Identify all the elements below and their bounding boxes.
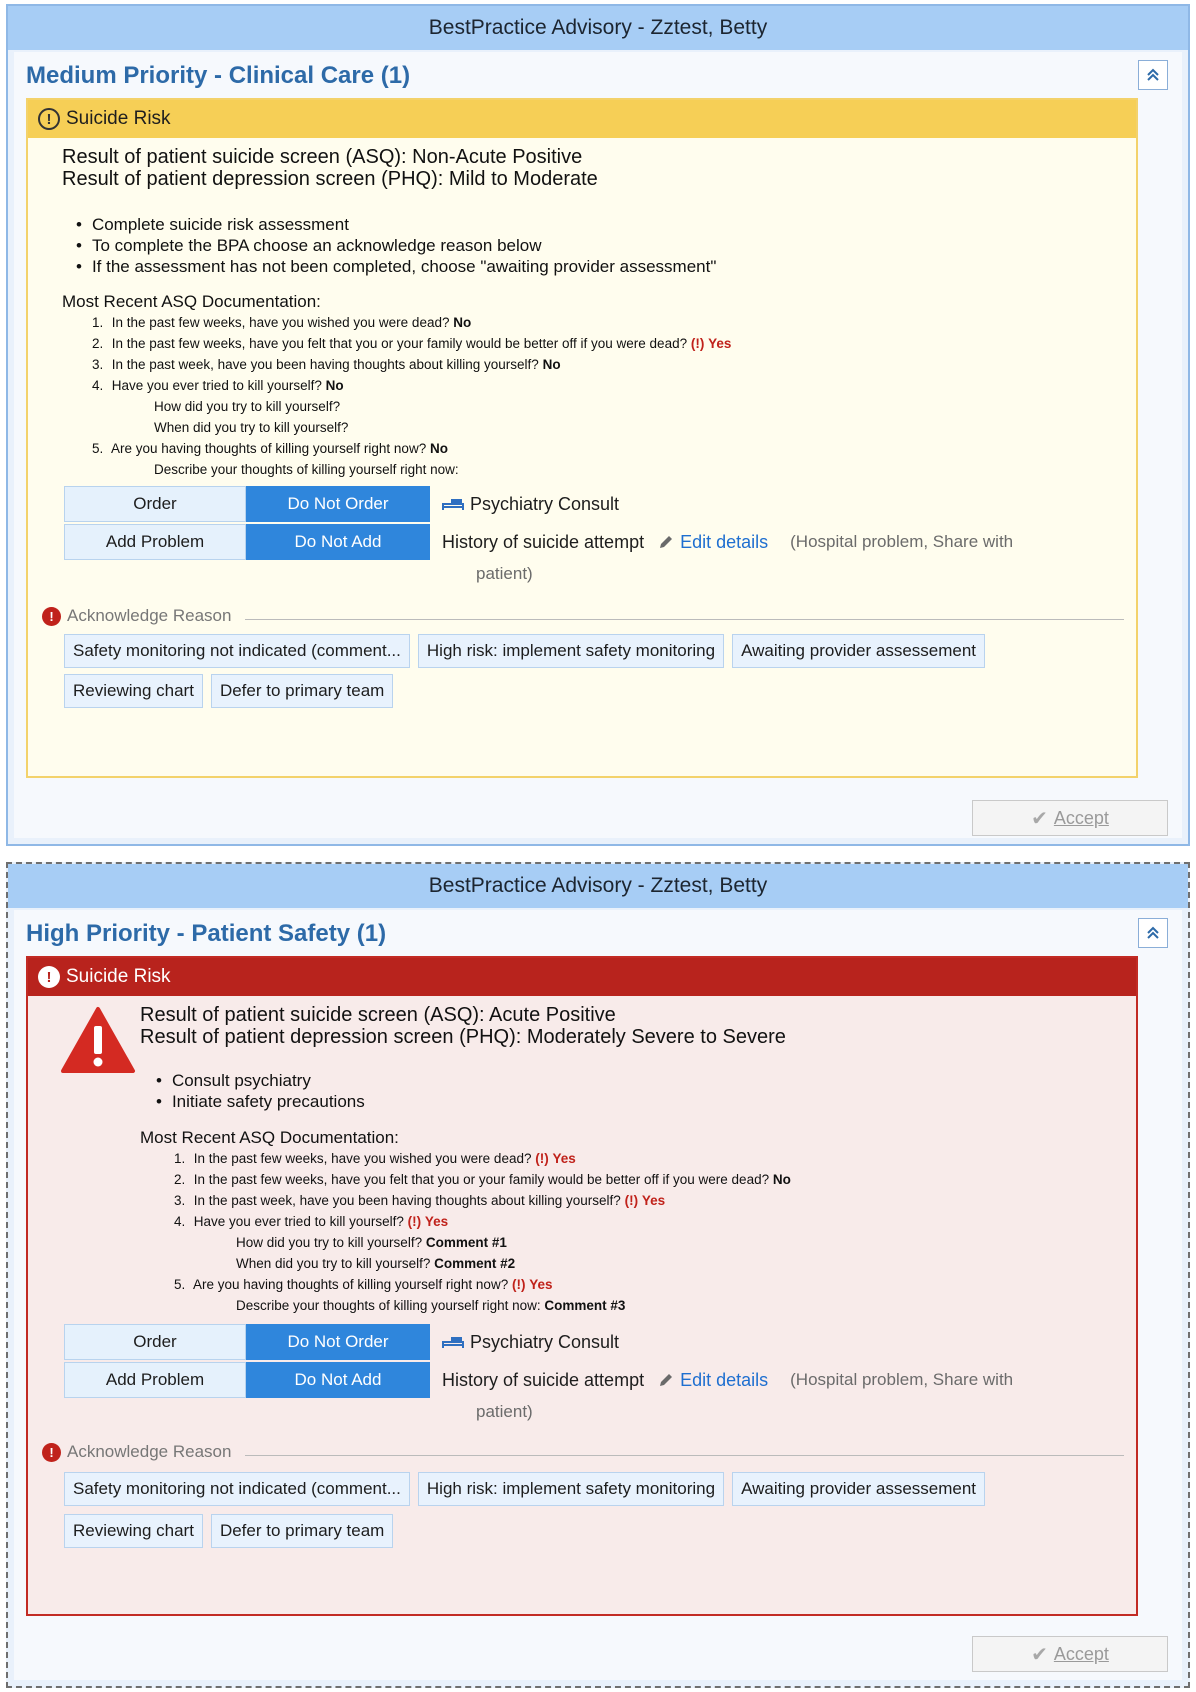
reason-reviewing-chart[interactable]: Reviewing chart <box>64 674 203 708</box>
double-chevron-up-icon <box>1145 925 1161 941</box>
problem-label: History of suicide attempt <box>442 1369 645 1390</box>
divider <box>245 619 1124 620</box>
window-content <box>14 52 1182 838</box>
panel-header <box>28 100 1136 138</box>
order-label: Psychiatry Consult <box>442 1332 619 1353</box>
collapse-button[interactable] <box>1138 60 1168 90</box>
panel-header-label: Suicide Risk <box>66 108 171 129</box>
asq-question-row: 5. Are you having thoughts of killing yourself right now? (!) Yes <box>174 1277 553 1292</box>
instruction-list <box>76 214 716 277</box>
do-not-add-button[interactable]: Do Not Add <box>246 524 430 560</box>
order-button[interactable]: Order <box>64 486 246 522</box>
warning-triangle-icon <box>60 1006 136 1074</box>
list-item: • To complete the BPA choose an acknowledge reason below <box>76 235 716 256</box>
bed-icon <box>442 1334 464 1350</box>
divider <box>245 1455 1124 1456</box>
asq-question-row: 5. Are you having thoughts of killing yourself right now? No <box>92 441 448 456</box>
phq-result: Result of patient depression screen (PHQ): Mild to Moderate <box>62 168 598 190</box>
asq-question-row: 2. In the past few weeks, have you felt that you or your family would be better off if you were dead? (!) Yes <box>92 336 732 351</box>
list-item: • Consult psychiatry <box>156 1070 365 1091</box>
asq-list <box>174 1148 791 1316</box>
exclamation-circle-icon: ! <box>38 108 60 130</box>
reason-defer-primary[interactable]: Defer to primary team <box>211 674 393 708</box>
do-not-order-button[interactable]: Do Not Order <box>246 486 430 522</box>
panel-header <box>28 958 1136 996</box>
phq-result: Result of patient depression screen (PHQ): Moderately Severe to Severe <box>140 1026 786 1048</box>
reason-row-1 <box>64 1472 985 1506</box>
pencil-icon <box>658 1372 674 1388</box>
reason-defer-primary[interactable]: Defer to primary team <box>211 1514 393 1548</box>
collapse-button[interactable] <box>1138 918 1168 948</box>
problem-meta-continued: patient) <box>476 1402 533 1421</box>
problem-meta-continued: patient) <box>476 564 533 583</box>
edit-details-link[interactable]: Edit details <box>658 532 768 553</box>
suicide-risk-panel <box>26 98 1138 778</box>
error-circle-icon: ! <box>42 1443 61 1462</box>
add-problem-button[interactable]: Add Problem <box>64 524 246 560</box>
asq-question-row: 4. Have you ever tried to kill yourself? (!) Yes <box>174 1214 449 1229</box>
acknowledge-section <box>42 606 1124 626</box>
reason-reviewing-chart[interactable]: Reviewing chart <box>64 1514 203 1548</box>
list-item: • Initiate safety precautions <box>156 1091 365 1112</box>
list-item: • Complete suicide risk assessment <box>76 214 716 235</box>
acknowledge-label: Acknowledge Reason <box>67 1442 232 1461</box>
reason-high-risk[interactable]: High risk: implement safety monitoring <box>418 634 724 668</box>
asq-title: Most Recent ASQ Documentation: <box>140 1128 399 1147</box>
asq-list <box>92 312 731 480</box>
double-chevron-up-icon <box>1145 67 1161 83</box>
asq-subquestion-row: Describe your thoughts of killing yourself right now: Comment #3 <box>236 1298 626 1313</box>
reason-safety-not-indicated[interactable]: Safety monitoring not indicated (comment... <box>64 634 410 668</box>
bpa-window-medium <box>6 4 1190 846</box>
priority-title: Medium Priority - Clinical Care (1) <box>26 62 411 89</box>
edit-details-link[interactable]: Edit details <box>658 1370 768 1391</box>
asq-subquestion-row: How did you try to kill yourself? <box>154 399 341 414</box>
problem-row <box>64 1362 1013 1398</box>
asq-subquestion-row: How did you try to kill yourself? Comment #1 <box>236 1235 507 1250</box>
reason-row-1 <box>64 634 985 668</box>
suicide-risk-panel <box>26 956 1138 1616</box>
window-title: BestPractice Advisory - Zztest, Betty <box>8 864 1188 908</box>
problem-row <box>64 524 1013 560</box>
reason-row-2 <box>64 1514 393 1548</box>
asq-question-row: 3. In the past week, have you been having thoughts about killing yourself? No <box>92 357 561 372</box>
error-circle-icon: ! <box>42 607 61 626</box>
problem-meta: (Hospital problem, Share with <box>790 1370 1014 1389</box>
reason-awaiting-assessment[interactable]: Awaiting provider assessement <box>732 1472 985 1506</box>
checkmark-icon: ✔ <box>1031 807 1048 830</box>
reason-awaiting-assessment[interactable]: Awaiting provider assessement <box>732 634 985 668</box>
do-not-add-button[interactable]: Do Not Add <box>246 1362 430 1398</box>
list-item: • If the assessment has not been completed, choose "awaiting provider assessment" <box>76 256 716 277</box>
asq-title: Most Recent ASQ Documentation: <box>62 292 321 311</box>
acknowledge-section <box>42 1442 1124 1462</box>
checkmark-icon: ✔ <box>1031 1643 1048 1666</box>
window-title: BestPractice Advisory - Zztest, Betty <box>8 6 1188 50</box>
panel-header-label: Suicide Risk <box>66 966 171 987</box>
priority-title: High Priority - Patient Safety (1) <box>26 920 387 947</box>
asq-question-row: 2. In the past few weeks, have you felt that you or your family would be better off if you were dead? No <box>174 1172 791 1187</box>
exclamation-circle-filled-icon: ! <box>38 966 60 988</box>
asq-question-row: 1. In the past few weeks, have you wished you were dead? No <box>92 315 472 330</box>
asq-result: Result of patient suicide screen (ASQ): Non-Acute Positive <box>62 146 583 168</box>
asq-question-row: 3. In the past week, have you been having thoughts about killing yourself? (!) Yes <box>174 1193 666 1208</box>
pencil-icon <box>658 534 674 550</box>
asq-subquestion-row: When did you try to kill yourself? Comment #2 <box>236 1256 516 1271</box>
asq-question-row: 1. In the past few weeks, have you wished you were dead? (!) Yes <box>174 1151 576 1166</box>
reason-safety-not-indicated[interactable]: Safety monitoring not indicated (comment... <box>64 1472 410 1506</box>
order-row <box>64 486 619 522</box>
asq-subquestion-row: Describe your thoughts of killing yourself right now: <box>154 462 459 477</box>
asq-result: Result of patient suicide screen (ASQ): Acute Positive <box>140 1004 616 1026</box>
window-content <box>14 910 1182 1680</box>
reason-row-2 <box>64 674 393 708</box>
order-row <box>64 1324 619 1360</box>
add-problem-button[interactable]: Add Problem <box>64 1362 246 1398</box>
asq-subquestion-row: When did you try to kill yourself? <box>154 420 349 435</box>
accept-button[interactable]: ✔ Accept <box>972 800 1168 836</box>
instruction-list <box>156 1070 365 1112</box>
accept-button[interactable]: ✔ Accept <box>972 1636 1168 1672</box>
problem-label: History of suicide attempt <box>442 531 645 552</box>
order-button[interactable]: Order <box>64 1324 246 1360</box>
bed-icon <box>442 496 464 512</box>
asq-question-row: 4. Have you ever tried to kill yourself? No <box>92 378 344 393</box>
do-not-order-button[interactable]: Do Not Order <box>246 1324 430 1360</box>
problem-meta: (Hospital problem, Share with <box>790 532 1014 551</box>
reason-high-risk[interactable]: High risk: implement safety monitoring <box>418 1472 724 1506</box>
acknowledge-label: Acknowledge Reason <box>67 606 232 625</box>
order-label: Psychiatry Consult <box>442 494 619 515</box>
bpa-window-high <box>6 862 1190 1688</box>
